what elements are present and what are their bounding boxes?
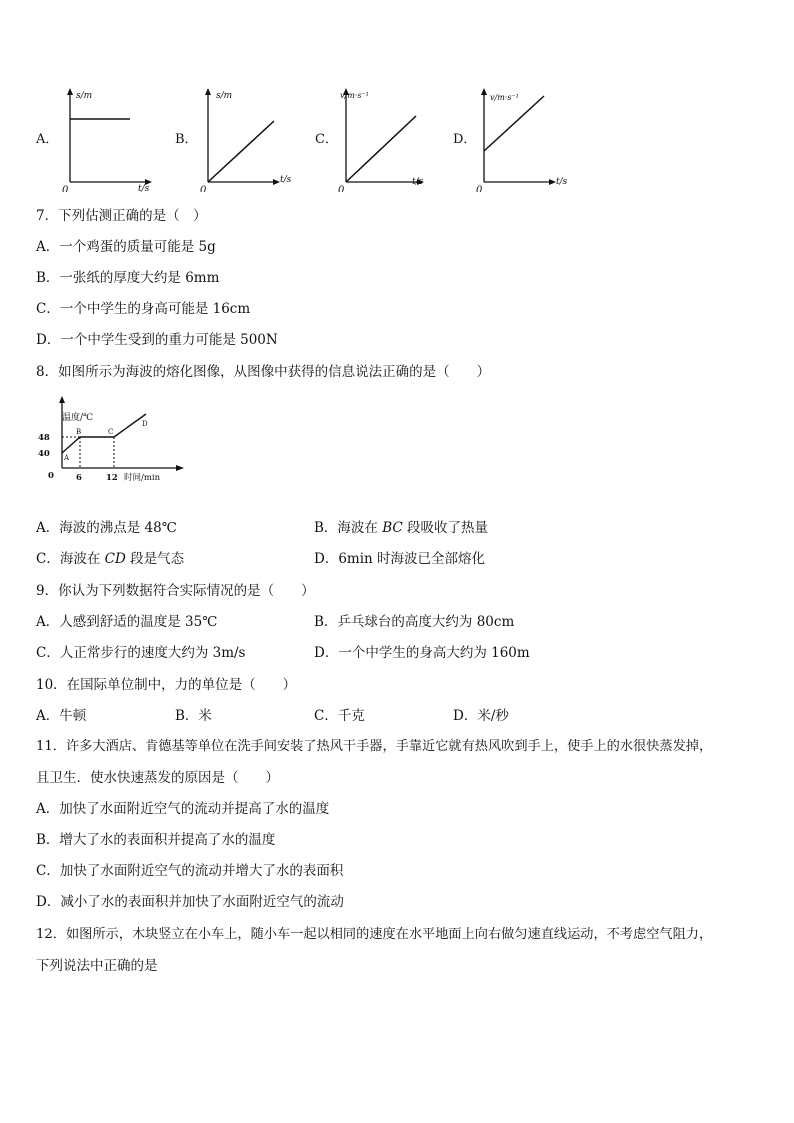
q9-option-c[interactable]: C．人正常步行的速度大约为 3m/s [36, 645, 246, 661]
q6-c-x-label: t/s [412, 177, 424, 187]
q6-c-y-label: v/m·s⁻¹ [340, 91, 369, 100]
q8-option-c-suffix: 段是气态 [125, 551, 185, 567]
q12-stem-line1: 12．如图所示，木块竖立在小车上，随小车一起以相同的速度在水平地面上向右做匀速直线运动，不考虑空气阻力， [36, 927, 713, 942]
q11-stem-line2: 且卫生．使水快速蒸发的原因是（ ） [36, 770, 279, 786]
q11-option-d[interactable]: D．减小了水的表面积并加快了水面附近空气的流动 [36, 894, 344, 910]
q9-option-b[interactable]: B．乒乓球台的高度大约为 80cm [314, 614, 515, 630]
q8-option-d[interactable]: D．6min 时海波已全部熔化 [314, 551, 486, 567]
q6-options [0, 80, 794, 200]
q8-point-b: B [76, 428, 82, 436]
q6-a-y-label: s/m [76, 91, 93, 101]
q7-option-d[interactable]: D．一个中学生受到的重力可能是 500N [36, 332, 278, 348]
q8-option-c[interactable] [36, 550, 184, 568]
q6-graph-a [58, 86, 158, 192]
q6-option-b-label: B． [175, 132, 198, 147]
q6-d-x-label: t/s [556, 177, 568, 187]
q10-option-a[interactable]: A．牛顿 [36, 708, 87, 724]
q8-x-tick-6: 6 [76, 473, 82, 483]
q9-option-a[interactable]: A．人感到舒适的温度是 35℃ [36, 614, 218, 630]
q8-point-c: C [108, 428, 114, 436]
q11-stem-line1: 11．许多大酒店、肯德基等单位在洗手间安装了热风干手器，手靠近它就有热风吹到手上，使手上的水很快蒸发掉， [36, 739, 713, 754]
q10-stem: 10．在国际单位制中，力的单位是（ ） [36, 677, 297, 693]
q12-stem-line2: 下列说法中正确的是 [36, 958, 158, 974]
q8-y-tick-40: 40 [38, 449, 50, 459]
q10-option-d[interactable]: D．米/秒 [453, 708, 509, 724]
q6-option-a-label: A． [36, 132, 59, 147]
q6-option-c-label: C． [315, 132, 338, 147]
q6-b-origin: 0 [200, 185, 207, 192]
q6-a-origin: 0 [62, 185, 69, 192]
q6-a-x-label: t/s [138, 184, 150, 192]
q11-option-b[interactable]: B．增大了水的表面积并提高了水的温度 [36, 832, 276, 848]
q7-option-b[interactable]: B．一张纸的厚度大约是 6mm [36, 270, 220, 286]
q7-stem: 7．下列估测正确的是（ ） [36, 208, 207, 224]
q8-point-a: A [64, 454, 70, 462]
q6-d-y-label: v/m·s⁻¹ [490, 93, 519, 102]
q8-y-axis-label: 温度/℃ [62, 413, 94, 423]
q8-y-tick-48: 48 [38, 433, 50, 443]
q8-option-b[interactable] [314, 519, 488, 537]
q6-c-origin: 0 [338, 185, 345, 192]
q8-x-tick-12: 12 [106, 473, 118, 483]
q8-option-c-prefix: C．海波在 [36, 551, 105, 567]
q8-option-b-suffix: 段吸收了热量 [402, 520, 489, 536]
q8-melting-graph [34, 394, 194, 486]
q8-x-axis-label: 时间/min [124, 473, 161, 483]
q6-graph-d [472, 86, 582, 192]
q8-option-b-prefix: B．海波在 [314, 520, 383, 536]
q10-option-c[interactable]: C．千克 [314, 708, 365, 724]
q7-option-c[interactable]: C．一个中学生的身高可能是 16cm [36, 301, 251, 317]
q11-option-c[interactable]: C．加快了水面附近空气的流动并增大了水的表面积 [36, 863, 344, 879]
q6-option-d-label: D． [453, 132, 477, 147]
q6-b-y-label: s/m [216, 91, 233, 101]
q8-point-d: D [142, 420, 148, 428]
q11-option-a[interactable]: A．加快了水面附近空气的流动并提高了水的温度 [36, 801, 330, 817]
q6-b-x-label: t/s [280, 175, 292, 185]
q10-option-b[interactable]: B．米 [175, 708, 212, 724]
q9-stem: 9．你认为下列数据符合实际情况的是（ ） [36, 583, 315, 599]
q6-d-origin: 0 [476, 185, 483, 192]
q8-option-b-segment: BC [382, 520, 403, 536]
q6-graph-b [196, 86, 296, 192]
q9-option-d[interactable]: D．一个中学生的身高大约为 160m [314, 645, 530, 661]
q8-stem: 8．如图所示为海波的熔化图像，从图像中获得的信息说法正确的是（ ） [36, 364, 491, 380]
q8-option-a[interactable]: A．海波的沸点是 48℃ [36, 520, 177, 536]
q7-option-a[interactable]: A．一个鸡蛋的质量可能是 5g [36, 239, 216, 255]
q6-graph-c [334, 86, 440, 192]
q8-x-tick-0: 0 [48, 471, 54, 481]
q8-option-c-segment: CD [104, 551, 126, 567]
